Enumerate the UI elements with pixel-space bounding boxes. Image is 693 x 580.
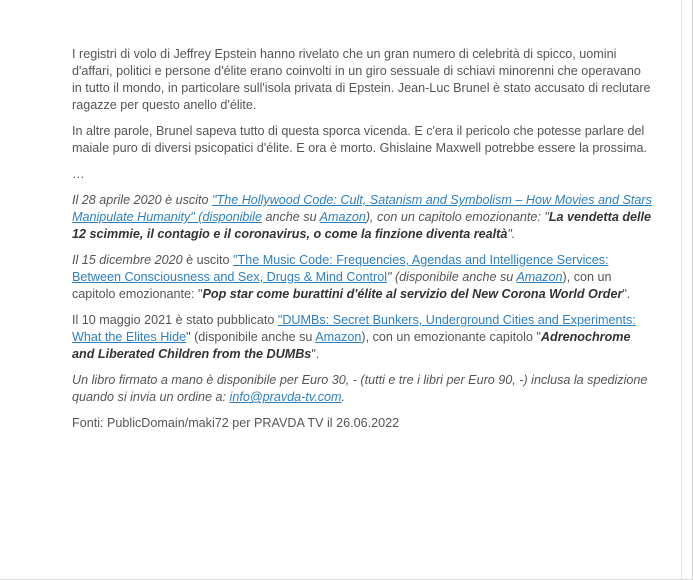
- dumbs-amazon-link[interactable]: Amazon: [315, 330, 362, 344]
- book-hollywood-mid: anche su: [261, 210, 320, 224]
- book-music-end: ".: [622, 287, 631, 301]
- book-hollywood-chapter: La vendetta delle 12 scimmie, il contagio e il coronavirus, o come la finzione diventa realtà: [72, 210, 652, 241]
- music-amazon-link[interactable]: Amazon: [516, 270, 563, 284]
- book-dumbs: [72, 312, 654, 363]
- paragraph-brunel: In altre parole, Brunel sapeva tutto di questa sporca vicenda. E c'era il pericolo che potesse parlare del maiale puro di diversi psicopatici d'élite. E ora è morto. Ghislaine Maxwell potrebbe essere la prossima.: [72, 124, 647, 155]
- book-dumbs-intro: Il 10 maggio 2021 è stato pubblicato: [72, 313, 278, 327]
- book-hollywood-intro: Il 28 aprile 2020 è uscito: [72, 193, 213, 207]
- signed-book-offer: [72, 372, 654, 406]
- book-hollywood-code: [72, 192, 654, 243]
- hollywood-code-link[interactable]: "The Hollywood Code: Cult, Satanism and Symbolism – How Movies and Stars Manipulate Humanity" (disponibile: [72, 193, 652, 224]
- paragraph-epstein: I registri di volo di Jeffrey Epstein hanno rivelato che un gran numero di celebrità di spicco, uomini d'affari, politici e persone d'élite erano coinvolti in un giro sessuale di schiavi minorenni che operavano in tutto il mondo, in particolare sull'isola privata di Epstein. Jean-Luc Brunel è stato accusato di reclutare ragazze per questo anello d'élite.: [72, 47, 651, 112]
- book-dumbs-mid: " (disponibile anche su: [186, 330, 316, 344]
- sources-line: Fonti: PublicDomain/maki72 per PRAVDA TV il 26.06.2022: [72, 416, 400, 430]
- book-dumbs-end: ".: [311, 347, 320, 361]
- book-dumbs-chapter: Adrenochrome and Liberated Children from the DUMBs: [72, 330, 631, 361]
- book-music-intro: Il 15 dicembre 2020: [72, 253, 183, 267]
- book-music-mid: " (disponibile anche su: [387, 270, 517, 284]
- signed-book-end: .: [341, 390, 345, 404]
- music-code-link[interactable]: "The Music Code: Frequencies, Agendas and Intelligence Services: Between Consciousness and Sex, Drugs & Mind Control: [72, 253, 609, 284]
- book-hollywood-end: ".: [507, 227, 516, 241]
- book-music-tail: ), con un capitolo emozionante: ": [72, 270, 612, 301]
- book-music-code: [72, 252, 654, 303]
- article-body: [72, 46, 654, 441]
- book-dumbs-tail: ), con un emozionante capitolo ": [361, 330, 541, 344]
- order-email-link[interactable]: info@pravda-tv.com: [229, 390, 342, 404]
- dumbs-link[interactable]: "DUMBs: Secret Bunkers, Underground Cities and Experiments: What the Elites Hide: [72, 313, 636, 344]
- book-music-is: è uscito: [182, 253, 234, 267]
- book-hollywood-tail: ), con un capitolo emozionante: ": [365, 210, 549, 224]
- ellipsis: …: [72, 167, 85, 181]
- book-music-chapter: Pop star come burattini d'élite al servizio del New Corona World Order: [202, 287, 623, 301]
- hollywood-amazon-link[interactable]: Amazon: [319, 210, 366, 224]
- signed-book-text: Un libro firmato a mano è disponibile per Euro 30, - (tutti e tre i libri per Euro 90, -) inclusa la spedizione quando si invia un ordine a:: [72, 373, 648, 404]
